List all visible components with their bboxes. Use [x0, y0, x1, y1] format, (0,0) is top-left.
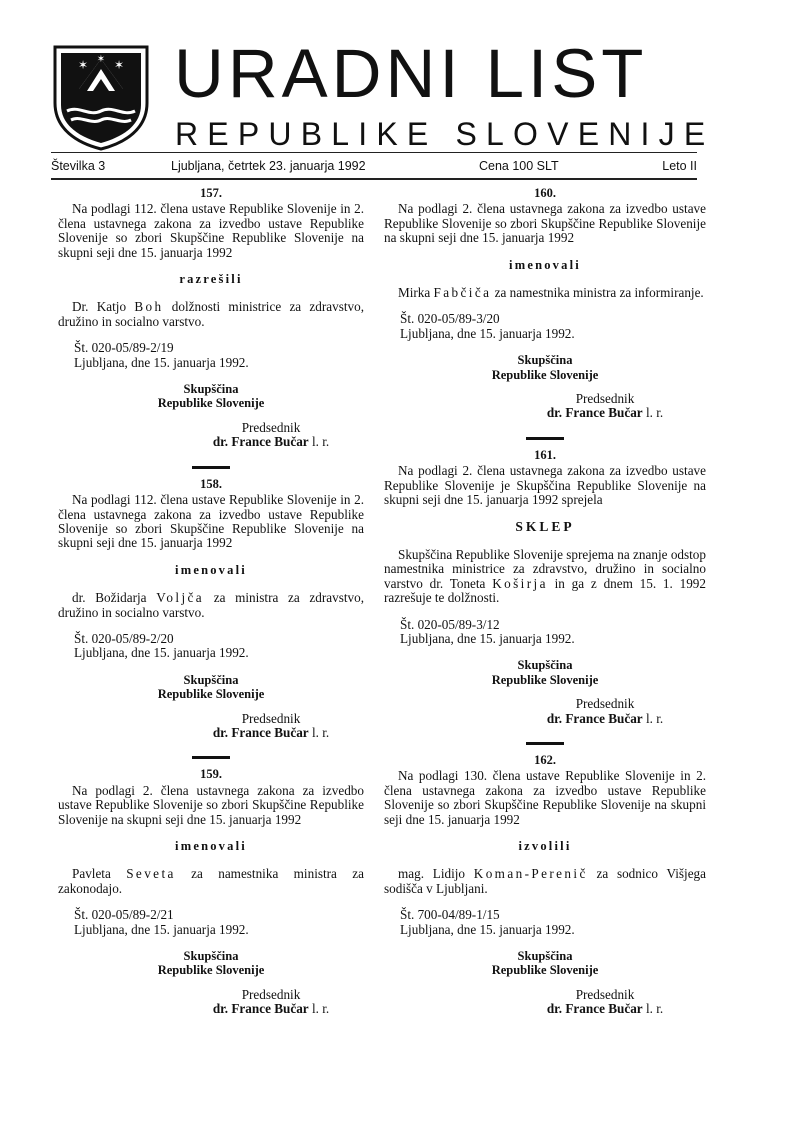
- article-decision: SKLEP: [515, 518, 575, 534]
- body-text: za sodnico Višjega sodišča v Ljubljani.: [384, 866, 706, 896]
- body-text: Pavleta: [72, 866, 127, 882]
- article-number: 161.: [534, 447, 556, 462]
- signature-block: [384, 697, 706, 726]
- reference-number: Št. 020-05/89-3/12: [400, 616, 500, 632]
- issuing-body: [58, 949, 364, 978]
- place-date: Ljubljana, dne 15. januarja 1992.: [400, 325, 575, 341]
- person-name: Seveta: [126, 866, 176, 882]
- article-separator: [526, 742, 564, 745]
- article-preamble: Na podlagi 112. člena ustave Republike Slovenije in 2. člena ustavnega zakona za izvedbo ustave Republike Slovenije so zbori Skupščine Republike Slovenije na skupni seji dne 15. januarja 1992: [58, 201, 364, 260]
- reference-number: Št. 020-05/89-2/20: [74, 630, 174, 646]
- reference-block: [400, 312, 706, 341]
- reference-number: Št. 020-05/89-2/19: [74, 340, 174, 356]
- signer-role: Predsednik: [575, 391, 635, 407]
- article-number: 157.: [200, 186, 222, 200]
- signature-block: [384, 988, 706, 1017]
- article-body: [384, 548, 706, 606]
- article-body: [384, 286, 706, 300]
- issue-number: Številka 3: [51, 159, 106, 173]
- signer-role: Predsednik: [575, 986, 635, 1002]
- signer-name: dr. France Bučar: [546, 405, 643, 421]
- article-preamble: Na podlagi 2. člena ustavnega zakona za izvedbo ustave Republike Slovenije so zbori Skupščine Republike Slovenije na skupni seji dne 15. januarja 1992: [384, 201, 706, 246]
- reference-number: Št. 020-05/89-2/21: [74, 907, 174, 923]
- signed-mark: l. r.: [311, 724, 330, 740]
- signed-mark: l. r.: [311, 434, 330, 450]
- signer-name: dr. France Bučar: [546, 1001, 643, 1017]
- body-text: mag. Lidijo: [398, 866, 474, 882]
- reference-block: [400, 618, 706, 647]
- article-decision: izvolili: [518, 839, 572, 853]
- reference-block: [400, 908, 706, 937]
- article-158: [58, 477, 364, 760]
- svg-text:✶: ✶: [113, 58, 125, 72]
- signed-mark: l. r.: [645, 710, 664, 726]
- issuing-body: [58, 673, 364, 702]
- reference-block: [74, 908, 364, 937]
- body-text: dolžnosti ministrice za zdravstvo, družino in socialno varstvo.: [58, 299, 364, 329]
- body-text: Dr. Katjo: [72, 299, 135, 315]
- article-number: 159.: [200, 767, 222, 782]
- issue-year: Leto II: [662, 159, 697, 173]
- person-name: Boh: [134, 299, 164, 315]
- body-text: za namestnika ministra za informiranje.: [491, 285, 704, 301]
- reference-block: [74, 341, 364, 370]
- body-text: Mirka: [398, 285, 434, 301]
- publication-subtitle: REPUBLIKE SLOVENIJE: [175, 116, 715, 152]
- body-text: za ministra za zdravstvo, družino in socialno varstvo.: [58, 590, 364, 620]
- article-preamble: Na podlagi 2. člena ustavnega zakona za izvedbo ustave Republike Slovenije so zbori Skupščine Republike Slovenije na skupni seji dne 15. januarja 1992: [58, 782, 364, 827]
- article-number: 158.: [200, 476, 222, 491]
- issuing-body-line: Republike Slovenije: [157, 963, 265, 978]
- signer-name: dr. France Bučar: [546, 710, 643, 726]
- reference-number: Št. 020-05/89-3/20: [400, 311, 500, 327]
- left-column: [58, 186, 364, 1017]
- signature-block: [384, 392, 706, 421]
- article-preamble: Na podlagi 2. člena ustavnega zakona za izvedbo ustave Republike Slovenije je Skupščina Republike Slovenije na skupni seji dne 15. januarja 1992 sprejela: [384, 463, 706, 508]
- person-name: Koširja: [492, 575, 548, 591]
- issuing-body: [384, 949, 706, 978]
- person-name: Fabčiča: [433, 285, 492, 301]
- article-separator: [526, 437, 564, 440]
- signer-name: dr. France Bučar: [212, 1001, 309, 1017]
- issuing-body-line: Republike Slovenije: [491, 963, 599, 978]
- body-text: in ga z dnem 15. 1. 1992 razrešuje te dolžnosti.: [384, 575, 706, 606]
- article-preamble: Na podlagi 112. člena ustave Republike Slovenije in 2. člena ustavnega zakona za izvedbo ustave Republike Slovenije so zbori Skupščine Republike Slovenije na skupni seji dne 15. januarja 1992: [58, 492, 364, 551]
- article-separator: [192, 466, 230, 469]
- svg-text:✶: ✶: [77, 58, 89, 72]
- issue-price: Cena 100 SLT: [479, 159, 559, 173]
- header-divider-bottom: [51, 178, 697, 180]
- article-160: [384, 186, 706, 440]
- place-date: Ljubljana, dne 15. januarja 1992.: [74, 645, 249, 661]
- article-decision: imenovali: [175, 562, 247, 577]
- signed-mark: l. r.: [311, 1001, 330, 1017]
- article-decision: imenovali: [509, 257, 581, 272]
- article-162: [384, 753, 706, 1017]
- issuing-body-line: Republike Slovenije: [491, 367, 599, 382]
- article-preamble: Na podlagi 130. člena ustave Republike Slovenije in 2. člena ustavnega zakona za izvedbo ustave Republike Slovenije so zbori Skupščine Republike Slovenije na skupni seji dne 15. januarja 1992: [384, 768, 706, 827]
- coat-of-arms-icon: [51, 45, 151, 151]
- article-157: [58, 186, 364, 469]
- issue-date: Ljubljana, četrtek 23. januarja 1992: [171, 159, 366, 173]
- body-text: dr. Božidarja: [72, 590, 157, 606]
- person-name: Koman-Perenič: [473, 866, 588, 882]
- article-separator: [192, 756, 230, 759]
- reference-number: Št. 700-04/89-1/15: [400, 907, 500, 923]
- issuing-body-line: Republike Slovenije: [491, 672, 599, 687]
- issuing-body-line: Republike Slovenije: [157, 396, 265, 411]
- article-decision: razrešili: [179, 272, 243, 287]
- issuing-body-line: Skupščina: [183, 382, 239, 397]
- article-body: [58, 591, 364, 620]
- signature-block: [58, 421, 364, 450]
- signer-role: Predsednik: [241, 419, 301, 435]
- issuing-body-line: Skupščina: [183, 949, 239, 964]
- issuing-body-line: Skupščina: [517, 353, 573, 368]
- article-number: 162.: [534, 752, 556, 767]
- article-decision: imenovali: [175, 839, 247, 853]
- issuing-body-line: Republike Slovenije: [157, 687, 265, 702]
- issuing-body: [384, 658, 706, 687]
- body-text: Skupščina Republike Slovenije sprejema na znanje odstop namestnika ministrice za zdravstvo, družino in socialno varstvo dr. Toneta: [384, 546, 706, 591]
- place-date: Ljubljana, dne 15. januarja 1992.: [74, 921, 249, 937]
- svg-text:✶: ✶: [96, 54, 106, 65]
- reference-block: [74, 632, 364, 661]
- issuing-body-line: Skupščina: [517, 658, 573, 673]
- signature-block: [58, 988, 364, 1017]
- issuing-body-line: Skupščina: [183, 672, 239, 687]
- place-date: Ljubljana, dne 15. januarja 1992.: [400, 921, 575, 937]
- publication-title: URADNI LIST: [174, 35, 648, 112]
- signature-block: [58, 712, 364, 741]
- signer-role: Predsednik: [575, 696, 635, 712]
- place-date: Ljubljana, dne 15. januarja 1992.: [74, 354, 249, 370]
- signer-name: dr. France Bučar: [212, 434, 309, 450]
- issuing-body: [384, 353, 706, 382]
- signer-role: Predsednik: [241, 710, 301, 726]
- article-body: [58, 867, 364, 896]
- article-body: [58, 300, 364, 329]
- article-159: [58, 767, 364, 1016]
- person-name: Voljča: [156, 590, 205, 606]
- article-161: [384, 448, 706, 745]
- signed-mark: l. r.: [645, 405, 664, 421]
- signer-role: Predsednik: [241, 986, 301, 1002]
- place-date: Ljubljana, dne 15. januarja 1992.: [400, 630, 575, 646]
- article-number: 160.: [534, 186, 556, 200]
- signer-name: dr. France Bučar: [212, 724, 309, 740]
- body-text: za namestnika ministra za zakonodajo.: [58, 866, 364, 896]
- signed-mark: l. r.: [645, 1001, 664, 1017]
- right-column: [384, 186, 706, 1017]
- issuing-body: [58, 382, 364, 411]
- article-body: [384, 867, 706, 896]
- issuing-body-line: Skupščina: [517, 949, 573, 964]
- header-divider: [51, 152, 697, 153]
